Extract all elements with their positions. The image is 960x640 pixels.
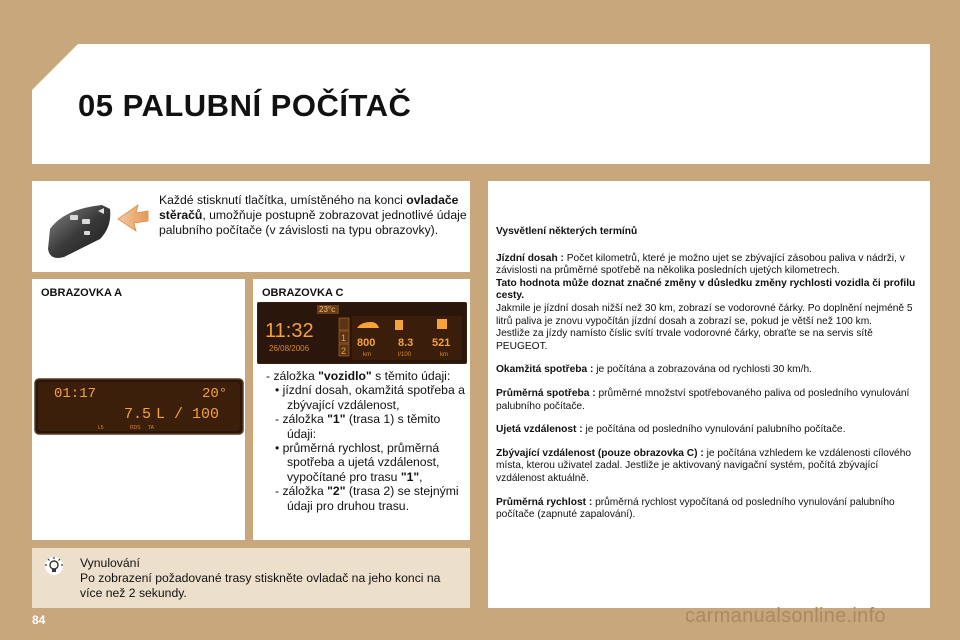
term-entry: Jízdní dosah : Počet kilometrů, které je možno ujet se zbývající zásobou paliva v nádrži, v závislosti na průměrné spotřebě na několika posledních ujetých kilometrech.: [496, 252, 905, 277]
screen-a-time: 01:17: [54, 386, 97, 402]
term-entry: Zbývající vzdálenost (pouze obrazovka C) : je počítána vzhledem ke vzdálenosti cílového místa, kterou uživatel zadal. Jestliže je aktivovaný navigační systém, počítá zbývající vzdálenost aktuálně.: [496, 447, 912, 484]
page-number: 84: [32, 613, 46, 627]
folded-corner: [32, 44, 78, 90]
reset-text: [80, 556, 460, 601]
term-entry: Jakmile je jízdní dosah nižší než 30 km, zobrazí se vodorovné čárky. Po doplnění nejméně 5 litrů paliva je znovu vypočítán jízdní dosah a zobrazí se, pokud je větší než 100 km.: [496, 302, 913, 327]
screen-c-tab-1: 1: [341, 333, 347, 343]
screen-a-label: OBRAZOVKA A: [41, 287, 123, 299]
list-item: - záložka "2" (trasa 2) se stejnými údaji pro druhou trasu.: [275, 484, 459, 513]
screen-a-box: [32, 279, 245, 540]
intro-box: [32, 181, 470, 272]
screen-c-box: [253, 279, 470, 540]
screen-c-value-2: 521: [432, 337, 451, 349]
screen-c-items: [266, 369, 466, 513]
screen-c-tab-2: 2: [341, 346, 347, 356]
wiper-stalk-icon: [44, 189, 154, 269]
screen-a-display: [34, 378, 244, 438]
term-entry: Průměrná spotřeba : průměrné množství spotřebovaného paliva od posledního vynulování palubního počítače.: [496, 387, 910, 412]
list-item: - záložka "1" (trasa 1) s těmito údaji:: [275, 412, 441, 441]
flag-icon: [437, 319, 447, 329]
screen-c-unit-0: km: [363, 352, 371, 358]
screen-a-footer-2: TA: [148, 425, 155, 431]
screen-c-value-0: 800: [357, 337, 376, 349]
screen-a-footer-1: RDS: [130, 425, 141, 431]
screen-c-display: [257, 302, 467, 364]
term-entry: Jestliže za jízdy namísto číslic svítí trvale vodorovné čárky, obraťte se na servis sítě PEUGEOT.: [496, 328, 873, 352]
term-entry: Ujetá vzdálenost : je počítána od posledního vynulování palubního počítače.: [496, 424, 846, 436]
list-item: - záložka "vozidlo" s těmito údaji:: [266, 369, 451, 383]
reset-instruction: Po zobrazení požadované trasy stiskněte ovladač na jeho konci na více než 2 sekundy.: [80, 571, 441, 600]
screen-c-label: OBRAZOVKA C: [262, 287, 344, 299]
intro-text: Každé stisknutí tlačítka, umístěného na konci ovladače stěračů, umožňuje postupně zobrazovat jednotlivé údaje palubního počítače (v závislosti na typu obrazovky).: [159, 193, 467, 237]
screen-c-value-1: 8.3: [398, 337, 414, 349]
term-entry: Okamžitá spotřeba : je počítána a zobrazována od rychlosti 30 km/h.: [496, 364, 812, 376]
screen-c-unit-2: km: [440, 352, 448, 358]
screen-a-unit: L / 100: [156, 406, 220, 423]
term-entry: Průměrná rychlost : průměrná rychlost vypočítaná od posledního vynulování palubního počítače (zapnuté zapalování).: [496, 496, 895, 521]
terms-heading: Vysvětlení některých termínů: [496, 226, 638, 237]
screen-a-consumption: 7.5: [124, 406, 152, 423]
screen-c-unit-1: l/100: [398, 352, 412, 358]
reset-box: [32, 548, 470, 608]
screen-a-footer-0: L5: [98, 425, 104, 431]
lightbulb-icon: [44, 556, 64, 576]
term-entry: Tato hodnota může doznat značné změny v důsledku změny rychlosti vozidla či profilu cesty.: [496, 277, 916, 302]
screen-c-date: 26/08/2006: [269, 344, 310, 353]
screen-c-temp: 23°c: [319, 305, 336, 314]
screen-c-time: 11:32: [265, 320, 314, 342]
terms-box: [488, 181, 930, 608]
list-item: • průměrná rychlost, průměrná spotřeba a ujetá vzdálenost, vypočítané pro trasu "1",: [275, 441, 440, 484]
fuel-icon: [395, 320, 403, 330]
terms-content: [496, 226, 926, 533]
watermark: carmanualsonline.info: [685, 605, 886, 627]
screen-a-temp: 20°: [202, 386, 228, 402]
page-title: 05 PALUBNÍ POČÍTAČ: [78, 88, 412, 123]
list-item: • jízdní dosah, okamžitá spotřeba a zbývající vzdálenost,: [275, 383, 465, 412]
reset-title: Vynulování: [80, 556, 140, 570]
